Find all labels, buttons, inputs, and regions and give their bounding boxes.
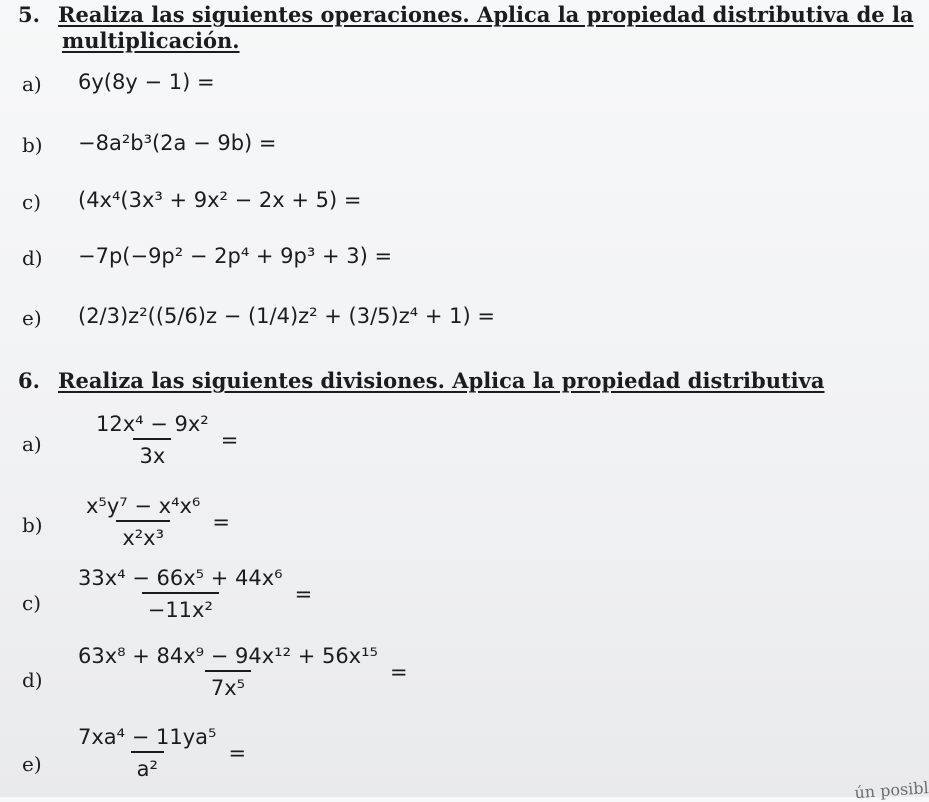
section-6-number: 6.	[18, 368, 40, 393]
item-6c-numerator: 33x⁴ − 66x⁵ + 44x⁶	[78, 566, 283, 590]
item-6a-fraction	[90, 412, 238, 468]
item-6c-denominator: −11x²	[142, 592, 219, 622]
item-6c-equals: =	[294, 582, 313, 606]
item-6e-denominator: a²	[131, 751, 164, 781]
section-6-title-text: Realiza las siguientes divisiones. Aplica la propiedad distributiva	[58, 368, 825, 393]
item-5c-expression: (4x⁴(3x³ + 9x² − 2x + 5) =	[78, 188, 362, 212]
item-6b-equals: =	[212, 510, 230, 534]
item-6d-equals: =	[389, 660, 408, 684]
item-6b-fraction	[80, 494, 230, 550]
item-6a-label: a)	[22, 432, 42, 456]
item-6d-numerator: 63x⁸ + 84x⁹ − 94x¹² + 56x¹⁵	[78, 644, 378, 668]
item-6b-denominator: x²x³	[116, 520, 170, 550]
item-6e-fraction	[72, 725, 246, 781]
section-6-title	[18, 368, 824, 394]
item-6a-equals: =	[220, 428, 239, 452]
item-6e-numerator: 7xa⁴ − 11ya⁵	[78, 725, 217, 749]
item-6a-numerator: 12x⁴ − 9x²	[96, 412, 209, 436]
section-5-number: 5.	[18, 2, 40, 27]
page-corner-text: ún posibl	[853, 778, 929, 802]
item-6e-label: e)	[22, 752, 42, 776]
item-5c-label: c)	[22, 190, 42, 214]
item-6b-label: b)	[22, 513, 43, 537]
item-6d-denominator: 7x⁵	[205, 670, 251, 700]
section-5-title-line1: Realiza las siguientes operaciones. Aplica la propiedad distributiva de la	[58, 2, 914, 27]
item-6b-numerator: x⁵y⁷ − x⁴x⁶	[86, 494, 201, 518]
section-5-title-line2: multiplicación.	[62, 28, 240, 53]
section-5-title	[18, 2, 914, 28]
item-5e-expression: (2/3)z²((5/6)z − (1/4)z² + (3/5)z⁴ + 1) =	[78, 304, 495, 328]
item-5a-label: a)	[22, 72, 42, 96]
item-5d-expression: −7p(−9p² − 2p⁴ + 9p³ + 3) =	[78, 244, 393, 268]
item-6e-equals: =	[228, 741, 247, 765]
item-6d-label: d)	[22, 668, 43, 692]
item-5b-label: b)	[22, 133, 43, 157]
section-5-title-line2-wrap	[62, 28, 240, 54]
item-6c-fraction	[72, 566, 312, 622]
item-6d-fraction	[72, 644, 408, 700]
item-5e-label: e)	[22, 306, 42, 330]
item-5d-label: d)	[22, 246, 43, 270]
item-5b-expression: −8a²b³(2a − 9b) =	[78, 131, 277, 155]
item-6c-label: c)	[22, 591, 42, 615]
item-6a-denominator: 3x	[133, 438, 171, 468]
item-5a-expression: 6y(8y − 1) =	[78, 70, 215, 94]
